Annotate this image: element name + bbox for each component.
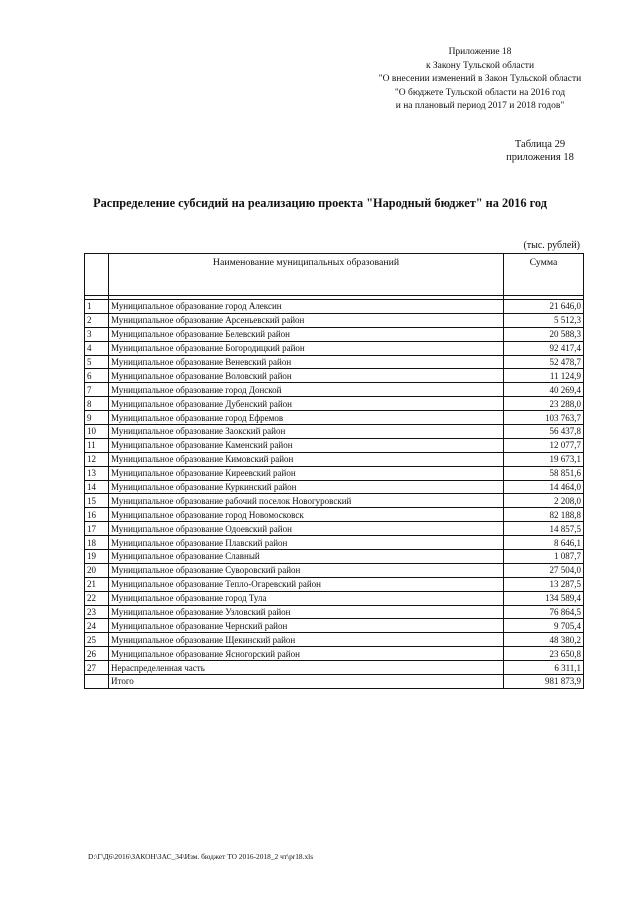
table-row: [85, 591, 584, 605]
row-number-cell: 7: [85, 383, 109, 397]
table-row: [85, 383, 584, 397]
table-row: [85, 452, 584, 466]
sum-cell: 11 124,9: [504, 369, 584, 383]
sum-cell: 14 857,5: [504, 522, 584, 536]
sum-cell: 20 588,3: [504, 327, 584, 341]
table-row: [85, 438, 584, 452]
sum-cell: 23 288,0: [504, 397, 584, 411]
table-row: [85, 661, 584, 675]
row-number-cell: 11: [85, 438, 109, 452]
row-number-cell: 15: [85, 494, 109, 508]
subsidy-table: [84, 253, 584, 689]
sum-cell: 19 673,1: [504, 452, 584, 466]
row-number-cell: 6: [85, 369, 109, 383]
municipality-name-cell: Муниципальное образование Белевский район: [109, 327, 504, 341]
sum-cell: 27 504,0: [504, 563, 584, 577]
municipality-name-cell: Муниципальное образование Чернский район: [109, 619, 504, 633]
table-row: [85, 494, 584, 508]
municipality-name-cell: Муниципальное образование Одоевский район: [109, 522, 504, 536]
row-number-cell: 2: [85, 313, 109, 327]
row-number-cell: 27: [85, 661, 109, 675]
table-row: [85, 300, 584, 314]
table-row: [85, 605, 584, 619]
municipality-name-cell: Муниципальное образование Ясногорский район: [109, 647, 504, 661]
municipality-name-cell: Муниципальное образование Воловский район: [109, 369, 504, 383]
table-row: [85, 550, 584, 564]
sum-cell: 92 417,4: [504, 341, 584, 355]
sum-cell: 5 512,3: [504, 313, 584, 327]
header-line: и на плановый период 2017 и 2018 годов": [395, 101, 565, 112]
table-row: [85, 369, 584, 383]
row-number-cell: 25: [85, 633, 109, 647]
municipality-name-cell: Муниципальное образование Веневский район: [109, 355, 504, 369]
units-label: (тыс. рублей): [523, 240, 580, 251]
municipality-name-cell: Муниципальное образование Богородицкий район: [109, 341, 504, 355]
row-number-cell: 20: [85, 563, 109, 577]
table-row: [85, 341, 584, 355]
table-row: [85, 425, 584, 439]
sum-cell: 48 380,2: [504, 633, 584, 647]
row-number-cell: 26: [85, 647, 109, 661]
table-header-row: [85, 254, 584, 296]
row-number-cell: 21: [85, 577, 109, 591]
sum-cell: 1 087,7: [504, 550, 584, 564]
municipality-name-cell: Муниципальное образование рабочий поселок Новогуровский: [109, 494, 504, 508]
municipality-name-cell: Муниципальное образование Суворовский район: [109, 563, 504, 577]
sum-cell: 56 437,8: [504, 425, 584, 439]
table-total-row: [85, 675, 584, 689]
row-number-cell: 1: [85, 300, 109, 314]
sum-cell: 21 646,0: [504, 300, 584, 314]
municipality-name-cell: Муниципальное образование город Тула: [109, 591, 504, 605]
table-row: [85, 480, 584, 494]
table-row: [85, 522, 584, 536]
municipality-name-cell: Муниципальное образование Киреевский район: [109, 466, 504, 480]
sum-cell: 8 646,1: [504, 536, 584, 550]
sum-cell: 103 763,7: [504, 411, 584, 425]
row-number-cell: 14: [85, 480, 109, 494]
table-row: [85, 466, 584, 480]
row-number-cell: 18: [85, 536, 109, 550]
municipality-name-cell: Муниципальное образование город Новомосковск: [109, 508, 504, 522]
file-path-footer: D:\Г\Д6\2016\ЗАКОН\ЗАС_34\Изм. бюджет ТО 2016-2018_2 чт\pr18.xls: [88, 852, 314, 861]
row-number-cell: 9: [85, 411, 109, 425]
header-line: Приложение 18: [448, 47, 512, 57]
municipality-name-cell: Муниципальное образование Заокский район: [109, 425, 504, 439]
sum-cell: 76 864,5: [504, 605, 584, 619]
row-number-cell: 19: [85, 550, 109, 564]
municipality-name-cell: Муниципальное образование город Ефремов: [109, 411, 504, 425]
appendix-number: приложения 18: [506, 152, 574, 164]
municipality-name-cell: Нераспределенная часть: [109, 661, 504, 675]
row-number-cell: 17: [85, 522, 109, 536]
row-number-cell: 22: [85, 591, 109, 605]
table-row: [85, 313, 584, 327]
row-number-cell: 4: [85, 341, 109, 355]
municipality-name-cell: Муниципальное образование город Алексин: [109, 300, 504, 314]
document-title: Распределение субсидий на реализацию проекта "Народный бюджет" на 2016 год: [93, 196, 547, 210]
table-row: [85, 577, 584, 591]
municipality-name-cell: Итого: [109, 675, 504, 689]
row-number-cell: 13: [85, 466, 109, 480]
sum-cell: 13 287,5: [504, 577, 584, 591]
table-row: [85, 633, 584, 647]
row-number-cell: 24: [85, 619, 109, 633]
header-line: "О внесении изменений в Закон Тульской области: [378, 74, 582, 85]
row-number-cell: [85, 675, 109, 689]
table-row: [85, 327, 584, 341]
table-row: [85, 536, 584, 550]
header-number-cell: [85, 254, 109, 296]
table-row: [85, 619, 584, 633]
row-number-cell: 3: [85, 327, 109, 341]
sum-cell: 23 650,8: [504, 647, 584, 661]
row-number-cell: 16: [85, 508, 109, 522]
municipality-name-cell: Муниципальное образование Плавский район: [109, 536, 504, 550]
municipality-name-cell: Муниципальное образование Славный: [109, 550, 504, 564]
row-number-cell: 10: [85, 425, 109, 439]
table-reference: [480, 138, 600, 165]
sum-cell: 82 188,8: [504, 508, 584, 522]
municipality-name-cell: Муниципальное образование Тепло-Огаревский район: [109, 577, 504, 591]
municipality-name-cell: Муниципальное образование Каменский район: [109, 438, 504, 452]
table-number: Таблица 29: [514, 139, 566, 150]
sum-cell: 12 077,7: [504, 438, 584, 452]
table-row: [85, 508, 584, 522]
municipality-name-cell: Муниципальное образование Куркинский район: [109, 480, 504, 494]
header-name-cell: Наименование муниципальных образований: [109, 254, 504, 296]
table-row: [85, 563, 584, 577]
appendix-header: [340, 46, 620, 114]
table-row: [85, 411, 584, 425]
sum-cell: 134 589,4: [504, 591, 584, 605]
table-row: [85, 647, 584, 661]
header-line: к Закону Тульской области: [425, 60, 535, 71]
municipality-name-cell: Муниципальное образование Дубенский район: [109, 397, 504, 411]
row-number-cell: 23: [85, 605, 109, 619]
municipality-name-cell: Муниципальное образование Щекинский район: [109, 633, 504, 647]
table-row: [85, 397, 584, 411]
municipality-name-cell: Муниципальное образование Кимовский район: [109, 452, 504, 466]
table-row: [85, 355, 584, 369]
municipality-name-cell: Муниципальное образование город Донской: [109, 383, 504, 397]
sum-cell: 40 269,4: [504, 383, 584, 397]
sum-cell: 6 311,1: [504, 661, 584, 675]
header-sum-cell: Сумма: [504, 254, 584, 296]
sum-cell: 2 208,0: [504, 494, 584, 508]
header-line: "О бюджете Тульской области на 2016 год: [394, 87, 566, 98]
municipality-name-cell: Муниципальное образование Арсеньевский район: [109, 313, 504, 327]
sum-cell: 58 851,6: [504, 466, 584, 480]
row-number-cell: 8: [85, 397, 109, 411]
sum-cell: 9 705,4: [504, 619, 584, 633]
sum-cell: 14 464,0: [504, 480, 584, 494]
sum-cell: 52 478,7: [504, 355, 584, 369]
municipality-name-cell: Муниципальное образование Узловский район: [109, 605, 504, 619]
row-number-cell: 12: [85, 452, 109, 466]
sum-cell: 981 873,9: [504, 675, 584, 689]
row-number-cell: 5: [85, 355, 109, 369]
